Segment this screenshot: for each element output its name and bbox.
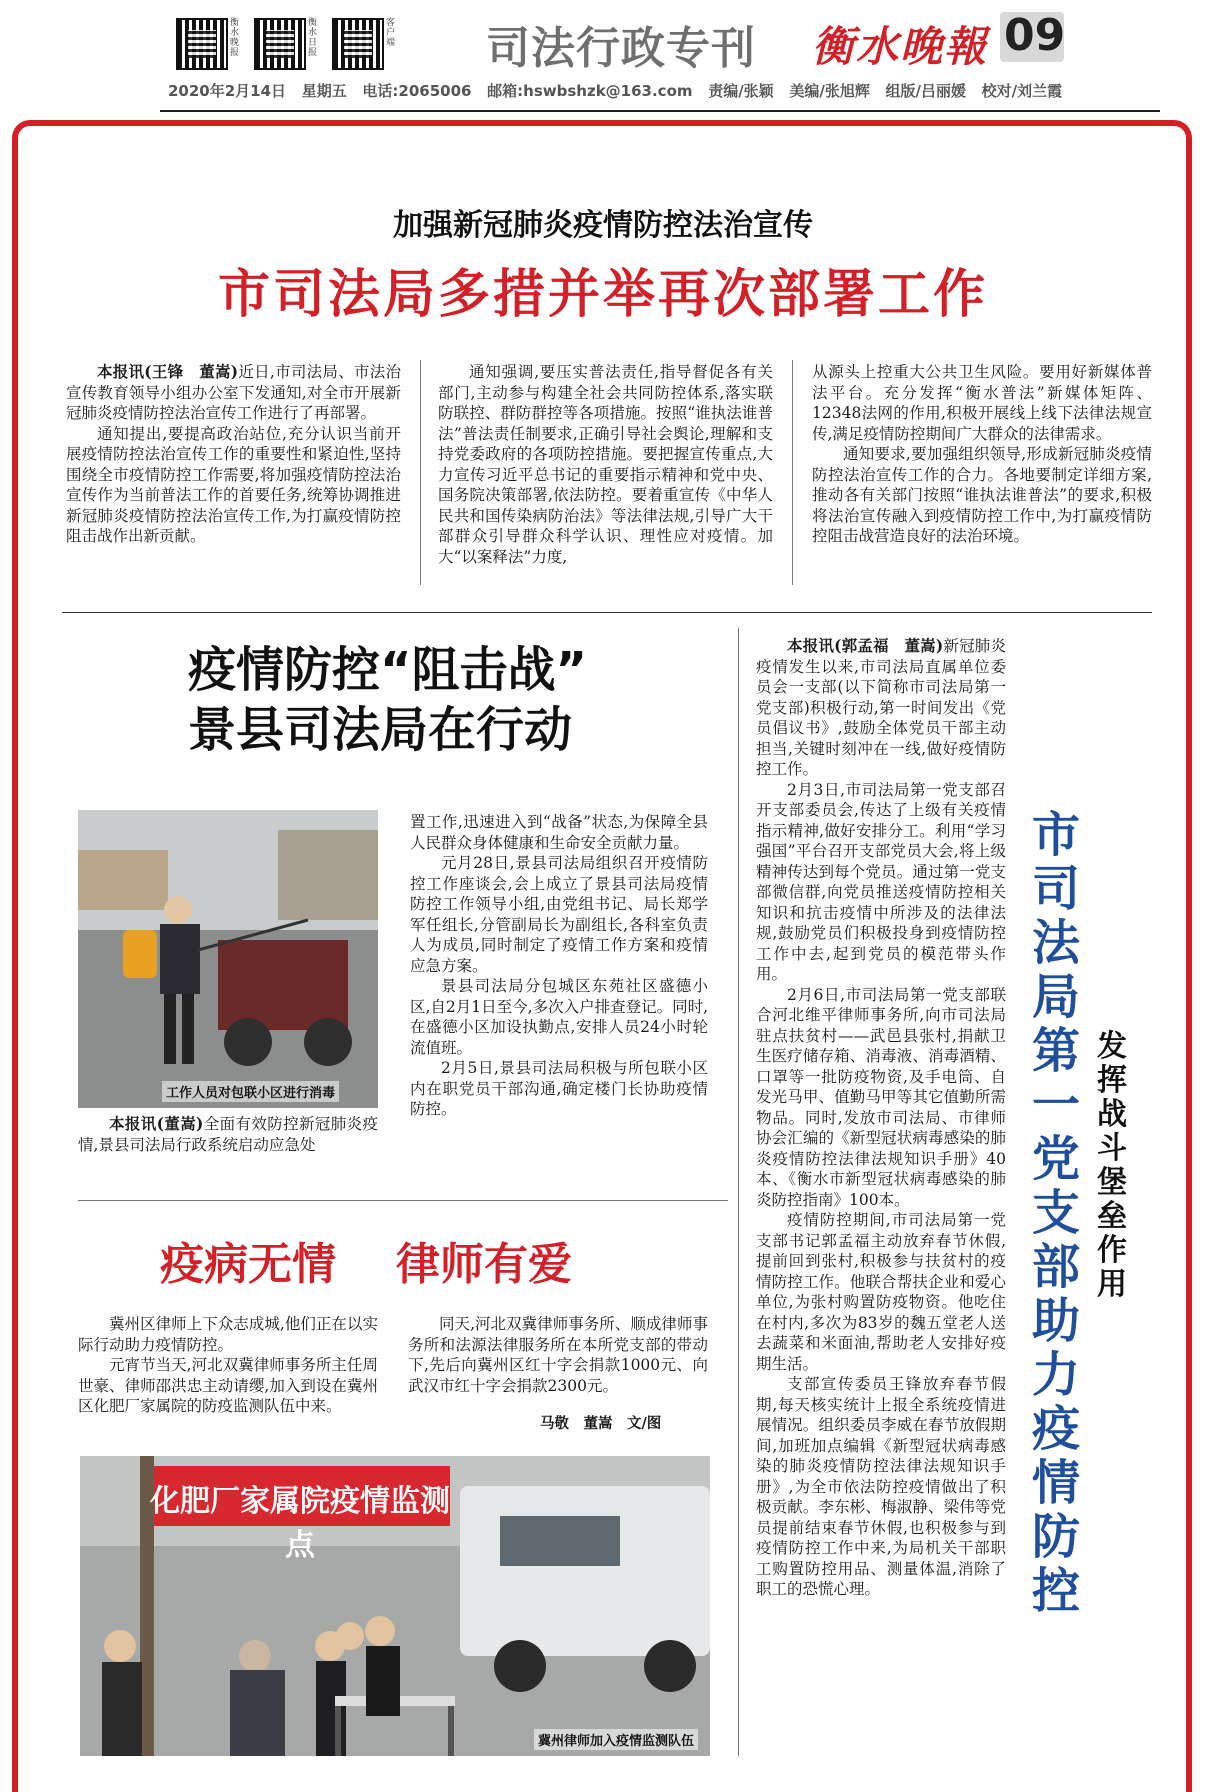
email-address: 邮箱:hswbshzk@163.com: [487, 82, 693, 100]
article-2-right-p2: 景县司法局分包城区东苑社区盛德小区,自2月1日至今,多次入户排查登记。同时,在盛德小区加设执勤点,安排人员24小时轮流值班。: [410, 977, 709, 1057]
article-1-col-3-p2: 通知要求,要加强组织领导,形成新冠肺炎疫情防控法治宣传工作的合力。各地要制定详细方案,推动各有关部门按照“谁执法谁普法”的要求,积极将法治宣传融入到疫情防控工作中,为打赢疫情防控阻击战营造良好的法治环境。: [812, 445, 1152, 545]
article-4-p3: 疫情防控期间,市司法局第一党支部书记郭孟福主动放弃春节休假,提前回到张村,积极参与扶贫村的疫情防控工作。他联合帮扶企业和爱心单位,为张村购置防疫物资。他吃住在村内,多次为83岁的魏五堂老人送去蔬菜和米面油,帮助老人安排好疫期生活。: [756, 1211, 1006, 1373]
article-2-headline: [188, 640, 587, 760]
article-1-col-3: [812, 362, 1152, 547]
article-3-photo-caption: 冀州律师加入疫情监测队伍: [534, 1729, 698, 1750]
layout-editor-credit: 组版/吕丽媛: [885, 82, 966, 100]
article-3-col-1-p2: 元宵节当天,河北双冀律师事务所主任周世豪、律师邵洪忠主动请缨,加入到设在冀州区化肥厂家属院的防疫监测队伍中来。: [78, 1356, 378, 1415]
qr-label: 客户端: [386, 18, 396, 48]
editor-credit: 责编/张颖: [708, 82, 774, 100]
paper-name-logo: 衡水晚報: [812, 22, 989, 71]
column-divider: [420, 360, 421, 585]
article-4-vertical-subhead: 发挥战斗堡垒作用: [1097, 1029, 1127, 1302]
article-2-left-text: 全面有效防控新冠肺炎疫情,景县司法局行政系统启动应急处: [78, 1115, 378, 1154]
article-4-p0: 新冠肺炎疫情发生以来,市司法局直属单位委员会一支部(以下简称市司法局第一党支部)积极行动,第一时间发出《党员倡议书》,鼓励全体党员干部主动担当,关键时刻冲在一线,做好疫情防控工作。: [756, 637, 1006, 778]
article-1-lead: 本报讯(王锋 董嵩): [97, 362, 239, 381]
article-3-photo: [80, 1456, 710, 1756]
article-1-col-2: [438, 362, 773, 567]
article-4-p4: 支部宣传委员王锋放弃春节假期,每天核实统计上报全系统疫情进展情况。组织委员李威在春节放假期间,加班加点编辑《新型冠状病毒感染的肺炎疫情防控法律法规知识手册》,为全市依法防控疫情做出了积极贡献。李东彬、梅淑静、梁伟等党员提前结束春节休假,也积极参与到疫情防控工作中来,为局机关干部职工购置防控用品、测量体温,消除了职工的恐慌心理。: [756, 1375, 1006, 1598]
issue-date: 2020年2月14日: [168, 82, 287, 100]
article-2-photo-caption: 工作人员对包联小区进行消毒: [162, 1081, 339, 1102]
article-2-col-2: [410, 812, 708, 1120]
article-1-headline: 市司法局多措并举再次部署工作: [217, 265, 988, 325]
qr-code-icon: [254, 18, 306, 70]
article-2-right-p1: 元月28日,景县司法局组织召开疫情防控工作座谈会,会上成立了景县司法局疫情防控工作领导小组,由党组书记、局长郑学军任组长,分管副局长为副组长,各科室负责人为成员,同时制定了疫情工作方案和疫情应急方案。: [410, 854, 708, 975]
proofreader-credit: 校对/刘兰霞: [981, 82, 1063, 100]
article-3-photo-banner: 化肥厂家属院疫情监测点: [150, 1484, 450, 1563]
article-3-col-1-p1: 冀州区律师上下众志成城,他们正在以实际行动助力疫情防控。: [78, 1315, 378, 1354]
article-4-vertical-headline: 市司法局第一党支部助力疫情防控: [1031, 807, 1080, 1619]
column-divider: [738, 628, 739, 1756]
article-2-headline-line-2: 景县司法局在行动: [188, 702, 573, 758]
article-3-headline-part-1: 疫病无情: [160, 1239, 336, 1290]
article-4-body: [756, 636, 1006, 1600]
article-2-right-p3: 2月5日,景县司法局积极与所包联小区内在职党员干部沟通,确定楼门长协助疫情防控。: [410, 1059, 708, 1118]
qr-code-icon: [176, 18, 228, 70]
section-divider: [78, 1200, 728, 1201]
header-rule: [160, 110, 1160, 112]
section-divider: [62, 612, 1152, 613]
qr-code-icon: [332, 18, 384, 70]
article-3-headline-part-2: 律师有爱: [396, 1239, 572, 1290]
article-1-col-2-p1: 通知强调,要压实普法责任,指导督促各有关部门,主动参与构建全社会共同防控体系,落实联防联控、群防群控等各项措施。按照“谁执法谁普法”普法责任制要求,正确引导社会舆论,理解和支持党委政府的各项防控措施。要把握宣传重点,大力宣传习近平总书记的重要指示精神和党中央、国务院决策部署,依法防控。要着重宣传《中华人民共和国传染病防治法》等法律法规,引导广大干部群众引导群众科学认识、理性应对疫情。加大“以案释法”力度,: [438, 363, 773, 566]
art-editor-credit: 美编/张旭辉: [789, 82, 870, 100]
issue-weekday: 星期五: [301, 82, 347, 100]
article-2-col-1: [78, 1114, 378, 1155]
article-1-col-1: [66, 362, 401, 547]
qr-label: 衡水日报: [308, 18, 318, 58]
article-4-lead: 本报讯(郭孟福 董嵩): [787, 636, 944, 655]
phone-number: 电话:2065006: [362, 82, 472, 100]
article-1-kicker: 加强新冠肺炎疫情防控法治宣传: [393, 208, 813, 243]
section-title: 司法行政专刊: [486, 23, 756, 74]
article-3-col-1: [78, 1314, 378, 1417]
article-2-right-p0: 置工作,迅速进入到“战备”状态,为保障全县人民群众身体健康和生命安全贡献力量。: [410, 813, 708, 852]
article-1-col-1-p1: 近日,市司法局、市法治宣传教育领导小组办公室下发通知,对全市开展新冠肺炎疫情防控法治宣传工作进行了再部署。: [66, 363, 402, 422]
article-3-headline: [160, 1228, 572, 1292]
page-number: 09: [1004, 10, 1066, 61]
header-info-line: [168, 80, 1062, 101]
qr-label: 衡水晚报: [230, 18, 240, 58]
article-2-headline-line-1: 疫情防控“阻击战”: [188, 642, 588, 698]
article-1-col-1-p2: 通知提出,要提高政治站位,充分认识当前开展疫情防控法治宣传工作的重要性和紧迫性,坚持围绕全市疫情防控工作需要,将加强疫情防控法治宣传作为当前普法工作的首要任务,统筹协调推进新冠肺炎疫情防控法治宣传工作,为打赢疫情防控阻击战作出新贡献。: [66, 424, 401, 545]
article-3-byline: 马敬 董嵩 文/图: [540, 1415, 662, 1432]
article-2-lead: 本报讯(董嵩): [109, 1114, 204, 1133]
article-4-p1: 2月3日,市司法局第一党支部召开支部委员会,传达了上级有关疫情指示精神,做好安排分工。利用“学习强国”平台召开支部党员大会,将上级精神传达到每个党员。通过第一党支部微信群,向党员推送疫情防控相关知识和抗击疫情中所涉及的法律法规,鼓励党员们积极投身到疫情防控工作中去,起到党员的模范带头作用。: [756, 780, 1006, 983]
article-3-col-2: [408, 1314, 708, 1396]
column-divider: [792, 360, 793, 585]
disinfection-photo-illustration: [78, 810, 378, 1108]
article-4-p2: 2月6日,市司法局第一党支部联合河北维平律师事务所,向市司法局驻点扶贫村——武邑县张村,捐献卫生医疗储存箱、消毒液、消毒酒精、口罩等一批防疫物资,及手电筒、自发光马甲、值勤马甲等其它值勤所需物品。同时,发放市司法局、市律师协会汇编的《新型冠状病毒感染的肺炎疫情防控法律法规知识手册》40本、《衡水市新型冠状病毒感染的肺炎防控指南》100本。: [756, 985, 1006, 1209]
article-3-col-2-p1: 同天,河北双冀律师事务所、顺成律师事务所和法源法律服务所在本所党支部的带动下,先后向冀州区红十字会捐款1000元、向武汉市红十字会捐款2300元。: [408, 1315, 708, 1395]
article-1-col-3-p1: 从源头上控重大公共卫生风险。要用好新媒体普法平台。充分发挥“衡水普法”新媒体矩阵、12348法网的作用,积极开展线上线下法律法规宣传,满足疫情防控期间广大群众的法律需求。: [812, 363, 1152, 443]
article-2-photo: [78, 810, 378, 1108]
